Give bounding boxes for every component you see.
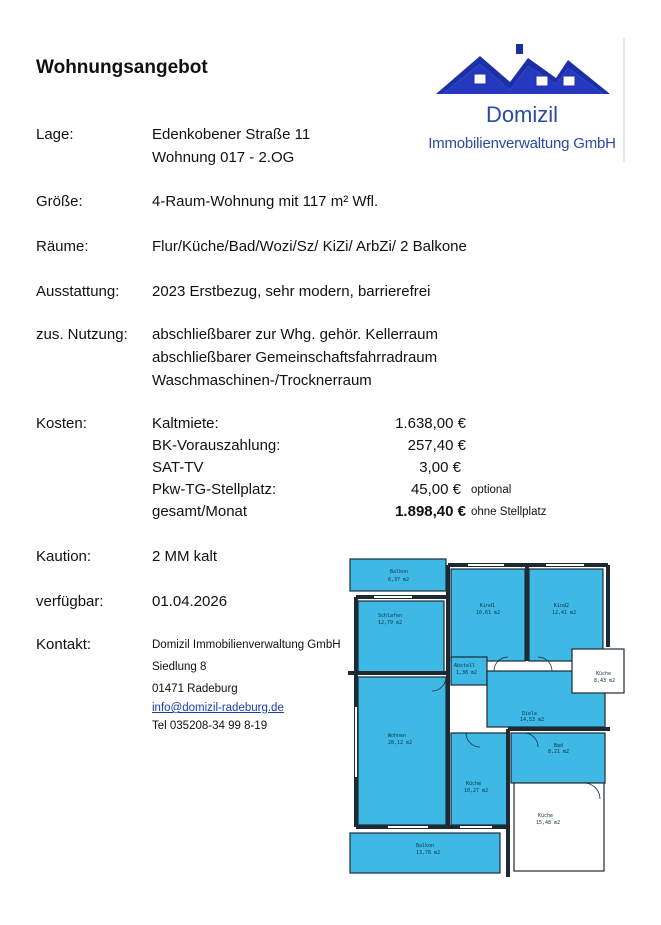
kosten-item-amount: 45,00 € xyxy=(410,481,461,498)
kontakt-label: Kontakt: xyxy=(36,636,92,653)
kosten-item-label: Pkw-TG-Stellplatz: xyxy=(152,481,277,498)
kaution-label: Kaution: xyxy=(36,548,92,565)
svg-text:10,27 m2: 10,27 m2 xyxy=(464,788,489,794)
lage-address: Edenkobener Straße 11 xyxy=(152,126,311,143)
svg-text:28,12 m2: 28,12 m2 xyxy=(388,740,413,746)
nutzung-label: zus. Nutzung: xyxy=(36,326,128,343)
svg-text:12,79 m2: 12,79 m2 xyxy=(378,620,403,626)
house-roof-icon xyxy=(436,44,610,94)
svg-text:Diele: Diele xyxy=(522,711,538,717)
svg-text:14,53 m2: 14,53 m2 xyxy=(520,717,545,723)
lage-label: Lage: xyxy=(36,126,74,143)
floor-plan xyxy=(348,557,626,901)
room-kueche-2 xyxy=(514,783,604,871)
svg-text:8,21 m2: 8,21 m2 xyxy=(548,749,570,755)
kontakt-phone: Tel 035208-34 99 8-19 xyxy=(152,720,268,732)
kosten-total-amount: 1.898,40 € xyxy=(395,503,466,520)
lage-unit: Wohnung 017 - 2.OG xyxy=(152,149,295,166)
svg-text:10,61 m2: 10,61 m2 xyxy=(476,610,501,616)
nutzung-line3: Waschmaschinen-/Trocknerraum xyxy=(152,372,372,389)
kontakt-street: Siedlung 8 xyxy=(152,661,207,673)
svg-text:Abstell: Abstell xyxy=(454,663,476,669)
kosten-item-amount: 257,40 € xyxy=(407,437,466,454)
kosten-item-label: BK-Vorauszahlung: xyxy=(152,437,281,454)
svg-text:12,41 m2: 12,41 m2 xyxy=(552,610,577,616)
kosten-item-note: optional xyxy=(471,484,512,496)
kosten-item-label: SAT-TV xyxy=(152,459,204,476)
svg-text:6,37 m2: 6,37 m2 xyxy=(388,577,410,583)
kosten-item-amount: 1.638,00 € xyxy=(395,415,466,432)
room-schlafen xyxy=(358,601,444,673)
nutzung-line1: abschließbarer zur Whg. gehör. Kellerraum xyxy=(152,326,438,343)
svg-text:Kind2: Kind2 xyxy=(554,603,570,609)
logo-subtitle: Immobilienverwaltung GmbH xyxy=(428,135,616,152)
svg-text:Balkon: Balkon xyxy=(416,843,435,849)
ausstattung-label: Ausstattung: xyxy=(36,283,120,300)
svg-text:13,78 m2: 13,78 m2 xyxy=(416,850,441,856)
ausstattung-value: 2023 Erstbezug, sehr modern, barrierefrei xyxy=(152,283,431,300)
svg-text:Küche: Küche xyxy=(466,781,482,787)
svg-text:15,48 m2: 15,48 m2 xyxy=(536,820,561,826)
kontakt-city: 01471 Radeburg xyxy=(152,683,238,695)
svg-text:Küche: Küche xyxy=(596,671,612,677)
room-wohnen xyxy=(358,677,446,825)
logo-name: Domizil xyxy=(485,102,559,127)
groesse-value: 4-Raum-Wohnung mit 117 m² Wfl. xyxy=(152,193,379,210)
kosten-item-label: Kaltmiete: xyxy=(152,415,219,432)
raeume-label: Räume: xyxy=(36,238,89,255)
verfuegbar-label: verfügbar: xyxy=(36,593,104,610)
verfuegbar-value: 01.04.2026 xyxy=(152,593,228,610)
svg-text:Balkon: Balkon xyxy=(390,569,409,575)
kosten-label: Kosten: xyxy=(36,415,87,432)
svg-text:Kind1: Kind1 xyxy=(480,603,496,609)
room-bad xyxy=(511,733,605,783)
room-balkon-top xyxy=(350,559,446,591)
kontakt-company: Domizil Immobilienverwaltung GmbH xyxy=(152,639,341,651)
kaution-value: 2 MM kalt xyxy=(152,548,218,565)
kontakt-email-link[interactable]: info@domizil-radeburg.de xyxy=(152,702,284,714)
page-title: Wohnungsangebot xyxy=(36,57,208,78)
svg-text:1,38 m2: 1,38 m2 xyxy=(456,670,478,676)
svg-text:Küche: Küche xyxy=(538,813,554,819)
groesse-label: Größe: xyxy=(36,193,83,210)
svg-text:Wohnen: Wohnen xyxy=(388,733,407,739)
nutzung-line2: abschließbarer Gemeinschaftsfahrradraum xyxy=(152,349,438,366)
svg-text:Schlafen: Schlafen xyxy=(378,613,403,619)
svg-text:Bad: Bad xyxy=(554,743,564,749)
kosten-total-note: ohne Stellplatz xyxy=(471,506,547,518)
kosten-item-label: gesamt/Monat xyxy=(152,503,248,520)
kosten-item-amount: 3,00 € xyxy=(419,459,461,476)
raeume-value: Flur/Küche/Bad/Wozi/Sz/ KiZi/ ArbZi/ 2 Balkone xyxy=(152,238,467,255)
svg-text:8,43 m2: 8,43 m2 xyxy=(594,678,616,684)
